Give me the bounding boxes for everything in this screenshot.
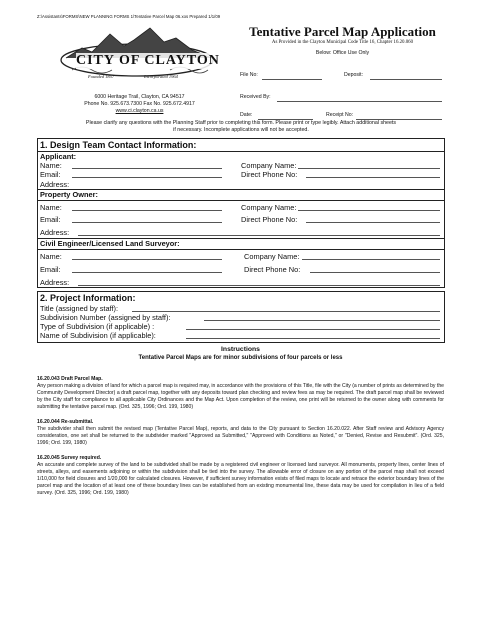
owner-email-field[interactable] [72, 215, 222, 223]
applicant-address-label: Address: [40, 180, 70, 189]
project-title-row [40, 304, 444, 313]
applicant-name-label: Name: [40, 161, 62, 170]
subdivision-type-row [40, 322, 444, 331]
engineer-heading: Civil Engineer/Licensed Land Surveyor: [40, 239, 180, 248]
divider [38, 189, 444, 190]
subdivision-number-field[interactable] [204, 313, 440, 321]
applicant-phone-field[interactable] [306, 170, 440, 178]
divider [38, 249, 444, 250]
instruction-text: An accurate and complete survey of the land to be subdivided shall be made by a registered civil engineer or licensed land surveyor. All monuments, property lines, center lines of streets, alleys, and easements adjoining or within the subdivision shall be tied into the survey. The allowable error of closure on any portion of the parcel map shall not exceed 1/10,000 for field closures and 1/20,000 for calculated closures. However, if sufficient survey information exists of filed maps to locate and retrace the exterior boundary lines of the parcel map and the location of at least one of these boundary lines can be established from an existing monumental line, these data may be used for compilation in lieu of a field survey. (Ord. 325, 1996; Ord. 199, 1980) [37, 462, 444, 496]
owner-email-row [40, 215, 444, 224]
owner-name-row [40, 203, 444, 212]
owner-heading: Property Owner: [40, 190, 98, 199]
owner-address-field[interactable] [78, 228, 440, 236]
notice-line-1: Please clarify any questions with the Planning Staff prior to completing this form. Please print or type legibly. Attach additional sheets [85, 120, 397, 126]
city-address: 6000 Heritage Trail, Clayton, CA 94517 [94, 94, 185, 100]
file-path: Z:\Assistants\FORMS\NEW PLANNING FORMS 1\Tentative Parcel Map 06.xos Prepared 1/1/09 [37, 14, 221, 19]
engineer-email-label: Email: [40, 265, 61, 274]
date-label: Date: [240, 112, 253, 118]
section-2-heading: 2. Project Information: [40, 293, 136, 303]
office-use-label: Below: Office Use Only [315, 50, 370, 56]
applicant-phone-label: Direct Phone No: [241, 170, 298, 179]
applicant-address-row [40, 180, 444, 189]
city-phone-fax: Phone No. 925.673.7300 Fax No. 925.672.4917 [84, 101, 195, 107]
engineer-email-row [40, 265, 444, 274]
received-by-field[interactable] [277, 94, 442, 102]
owner-company-label: Company Name: [241, 203, 297, 212]
applicant-name-row [40, 161, 444, 170]
form-title: Tentative Parcel Map Application [249, 24, 436, 39]
section-1-heading: 1. Design Team Contact Information: [40, 140, 197, 150]
notice [37, 120, 445, 134]
instructions-body [37, 368, 444, 497]
instruction-text: Any person making a division of land for which a parcel map is required may, in accordance with the provisions of this Title, file with the City (a number of prints as determined by the Community Development Director) a draft parcel map, together with any deposits toward plan checking and review fees as may be required. The draft parcel map shall be reviewed by the City staff for compliance to all applicable City Ordinances and the Map Act. Upon completion of the review, one print will be returned to the owner along with comments for submitting the tentative parcel map. (Ord. 325, 1996; Ord. 199, 1980) [37, 383, 444, 410]
instruction-title: 16.20.045 Survey required. [37, 455, 102, 461]
notice-line-2: if necessary. Incomplete applications will not be accepted. [173, 127, 309, 133]
owner-address-label: Address: [40, 228, 70, 237]
form-provision: As Provided in the Clayton Municipal Code Title 16, Chapter 16.20.060 [271, 40, 414, 45]
received-by-label: Received By: [240, 94, 271, 100]
instruction-title: 16.20.043 Draft Parcel Map. [37, 376, 103, 382]
owner-phone-label: Direct Phone No: [241, 215, 298, 224]
engineer-address-row [40, 278, 444, 287]
logo-founded: Founded 1857 [88, 74, 115, 79]
subdivision-type-field[interactable] [186, 322, 440, 330]
city-contact [52, 94, 227, 115]
deposit-field[interactable] [370, 72, 442, 80]
instruction-text: The subdivider shall then submit the revised map (Tentative Parcel Map), reports, and data to the City pursuant to Section 16.20.022. After Staff review and Advisory Agency consideration, one set shall be returned to the subdivider marked "Approved as Submitted," "Approved with Conditions as Noted," or "Denied, Revise and Resubmit". (Ord. 325, 1996; Ord. 199, 1980) [37, 426, 444, 446]
owner-email-label: Email: [40, 215, 61, 224]
file-no-field[interactable] [262, 72, 322, 80]
owner-phone-field[interactable] [306, 215, 440, 223]
city-website[interactable]: www.ci.clayton.ca.us [115, 108, 164, 114]
subdivision-name-field[interactable] [186, 331, 440, 339]
section-design-team [37, 138, 445, 288]
subdivision-name-row [40, 331, 444, 340]
applicant-email-field[interactable] [72, 170, 222, 178]
engineer-phone-label: Direct Phone No: [244, 265, 301, 274]
engineer-email-field[interactable] [72, 265, 222, 273]
applicant-company-label: Company Name: [241, 161, 297, 170]
divider [38, 151, 444, 152]
date-field[interactable] [258, 112, 313, 120]
engineer-address-field[interactable] [78, 278, 440, 286]
instructions-heading: Instructions [221, 346, 260, 353]
subdivision-name-label: Name of Subdivision (if applicable): [40, 331, 156, 340]
subdivision-type-label: Type of Subdivision (if applicable) : [40, 322, 155, 331]
logo-incorporated: Incorporated 1964 [144, 74, 178, 79]
instructions-subheading: Tentative Parcel Maps are for minor subdivisions of four parcels or less [138, 355, 343, 361]
applicant-name-field[interactable] [72, 161, 222, 169]
file-no-label: File No: [240, 72, 258, 78]
applicant-company-field[interactable] [298, 161, 440, 169]
applicant-email-row [40, 170, 444, 179]
owner-company-field[interactable] [298, 203, 440, 211]
divider [38, 200, 444, 201]
deposit-label: Deposit: [344, 72, 364, 78]
owner-name-label: Name: [40, 203, 62, 212]
engineer-company-label: Company Name: [244, 252, 300, 261]
receipt-no-field[interactable] [356, 112, 442, 120]
engineer-name-row [40, 252, 444, 261]
engineer-name-field[interactable] [72, 252, 222, 260]
owner-name-field[interactable] [72, 203, 222, 211]
section-project-info [37, 291, 445, 343]
project-title-label: Title (assigned by staff): [40, 304, 119, 313]
subdivision-number-label: Subdivision Number (assigned by staff): [40, 313, 171, 322]
engineer-company-field[interactable] [302, 252, 440, 260]
engineer-phone-field[interactable] [310, 265, 440, 273]
engineer-address-label: Address: [40, 278, 70, 287]
receipt-no-label: Receipt No: [326, 112, 354, 118]
project-title-field[interactable] [132, 304, 440, 312]
applicant-email-label: Email: [40, 170, 61, 179]
city-logo [52, 24, 227, 94]
instruction-title: 16.20.044 Re-submittal. [37, 419, 94, 425]
subdivision-number-row [40, 313, 444, 322]
applicant-heading: Applicant: [40, 152, 77, 161]
logo-text: CITY OF CLAYTON [76, 53, 220, 68]
owner-address-row [40, 228, 444, 237]
engineer-name-label: Name: [40, 252, 62, 261]
